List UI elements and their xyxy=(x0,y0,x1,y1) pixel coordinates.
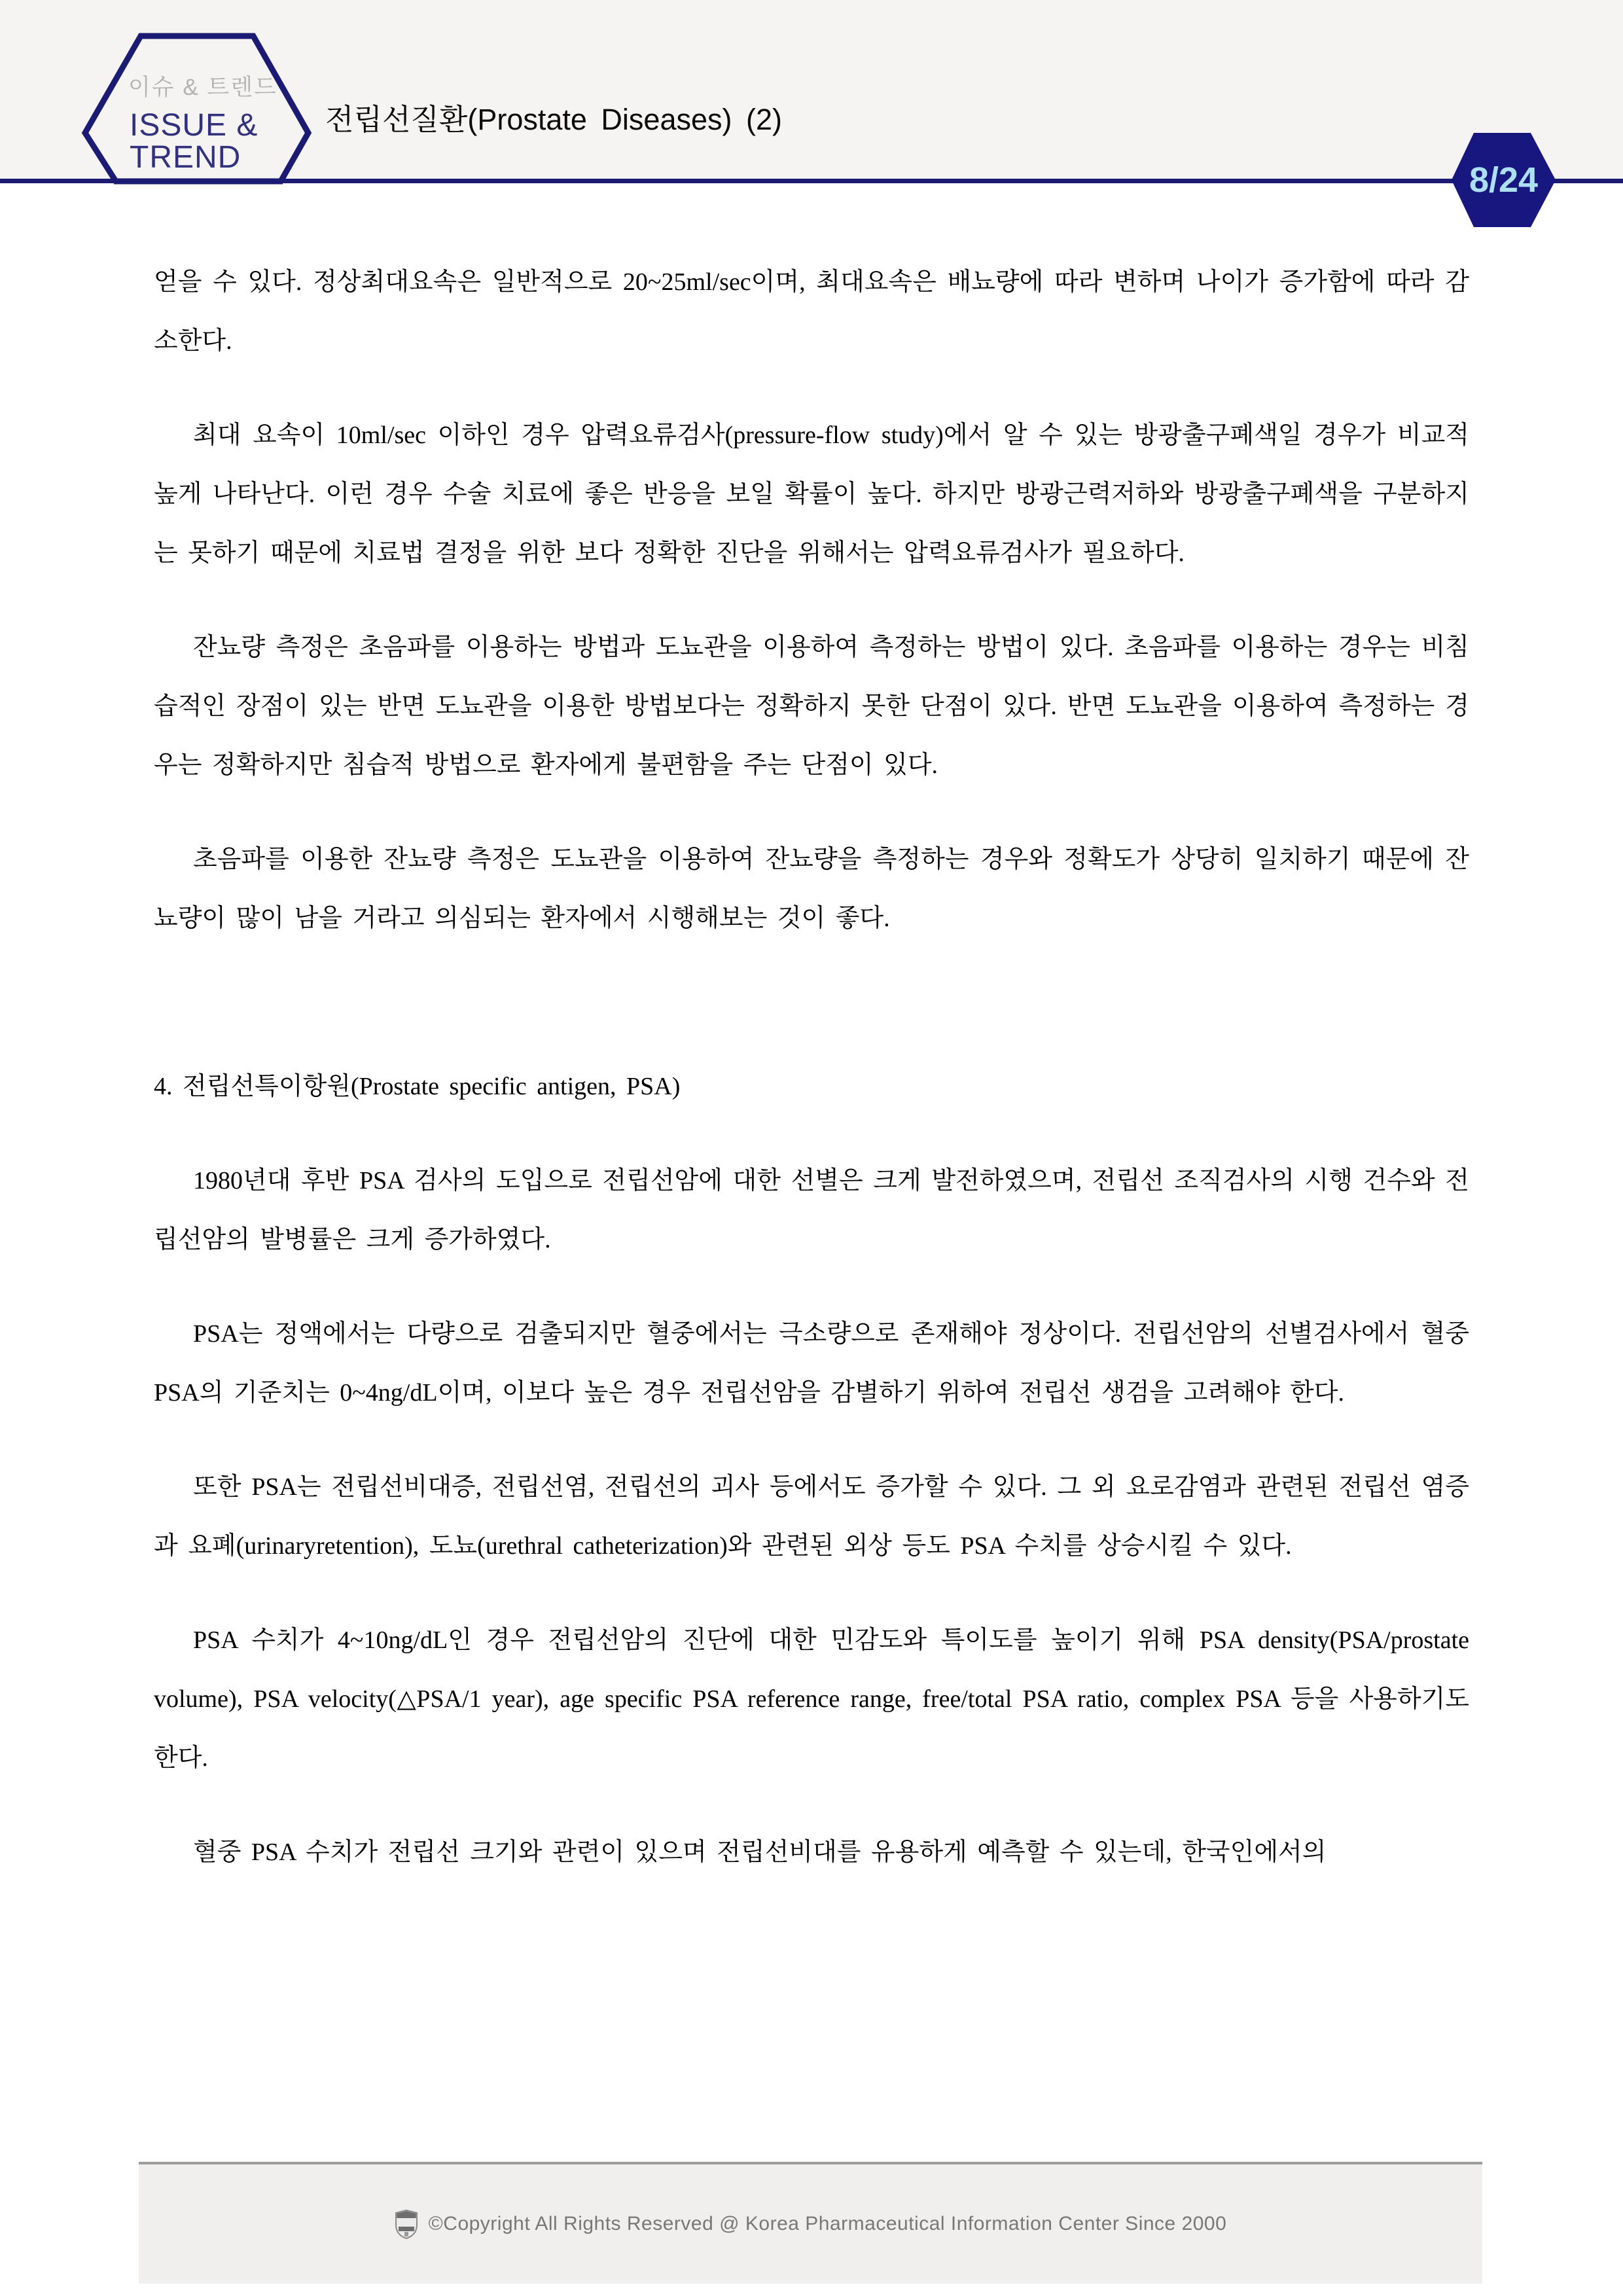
body-paragraph: 얻을 수 있다. 정상최대요속은 일반적으로 20~25ml/sec이며, 최대요속은 배뇨량에 따라 변하며 나이가 증가함에 따라 감소한다. xyxy=(154,268,1469,355)
body-paragraph: 또한 PSA는 전립선비대증, 전립선염, 전립선의 괴사 등에서도 증가할 수 있다. 그 외 요로감염과 관련된 전립선 염증과 요폐(urinaryretention), 도뇨(urethral catheterization)와 관련된 외상 등도 PSA 수치를 상승시킬 수 있다. xyxy=(154,1473,1469,1560)
badge-subtitle: 이슈 & 트렌드 xyxy=(128,75,277,100)
kpic-shield-logo-icon xyxy=(395,2210,418,2239)
copyright-text: ©Copyright All Rights Reserved @ Korea Pharmaceutical Information Center Since 2000 xyxy=(428,2213,1227,2234)
page-number-badge: 8/24 xyxy=(1469,160,1539,200)
page-footer xyxy=(139,2162,1482,2284)
body-paragraph: 초음파를 이용한 잔뇨량 측정은 도뇨관을 이용하여 잔뇨량을 측정하는 경우와 정확도가 상당히 일치하기 때문에 잔뇨량이 많이 남을 거라고 의심되는 환자에서 시행해보는 것이 좋다. xyxy=(154,846,1469,932)
badge-title-line2: TREND xyxy=(130,140,241,175)
body-paragraph: 잔뇨량 측정은 초음파를 이용하는 방법과 도뇨관을 이용하여 측정하는 방법이 있다. 초음파를 이용하는 경우는 비침습적인 장점이 있는 반면 도뇨관을 이용한 방법보다는 정확하지 못한 단점이 있다. 반면 도뇨관을 이용하여 측정하는 경우는 정확하지만 침습적 방법으로 환자에게 불편함을 주는 단점이 있다. xyxy=(154,634,1469,779)
badge-title-line1: ISSUE & xyxy=(130,108,259,143)
body-paragraph: 최대 요속이 10ml/sec 이하인 경우 압력요류검사(pressure-flow study)에서 알 수 있는 방광출구폐색일 경우가 비교적 높게 나타난다. 이런 경우 수술 치료에 좋은 반응을 보일 확률이 높다. 하지만 방광근력저하와 방광출구폐색을 구분하지는 못하기 때문에 치료법 결정을 위한 보다 정확한 진단을 위해서는 압력요류검사가 필요하다. xyxy=(154,422,1469,567)
page-title: 전립선질환(Prostate Diseases) (2) xyxy=(325,103,782,136)
section-heading: 4. 전립선특이항원(Prostate specific antigen, PSA) xyxy=(154,1073,681,1100)
document-body xyxy=(0,183,1623,1917)
body-paragraph: 혈중 PSA 수치가 전립선 크기와 관련이 있으며 전립선비대를 유용하게 예측할 수 있는데, 한국인에서의 xyxy=(193,1839,1327,1866)
body-paragraph: 1980년대 후반 PSA 검사의 도입으로 전립선암에 대한 선별은 크게 발전하였으며, 전립선 조직검사의 시행 건수와 전립선암의 발병률은 크게 증가하였다. xyxy=(154,1167,1469,1253)
body-paragraph: PSA 수치가 4~10ng/dL인 경우 전립선암의 진단에 대한 민감도와 특이도를 높이기 위해 PSA density(PSA/prostate volume), PSA velocity(△PSA/1 year), age specific PSA reference range, free/total PSA ratio, complex PSA 등을 사용하기도 한다. xyxy=(154,1626,1469,1772)
body-paragraph: PSA는 정액에서는 다량으로 검출되지만 혈중에서는 극소량으로 존재해야 정상이다. 전립선암의 선별검사에서 혈중 PSA의 기준치는 0~4ng/dL이며, 이보다 높은 경우 전립선암을 감별하기 위하여 전립선 생검을 고려해야 한다. xyxy=(154,1320,1469,1407)
page-header xyxy=(0,0,1623,183)
